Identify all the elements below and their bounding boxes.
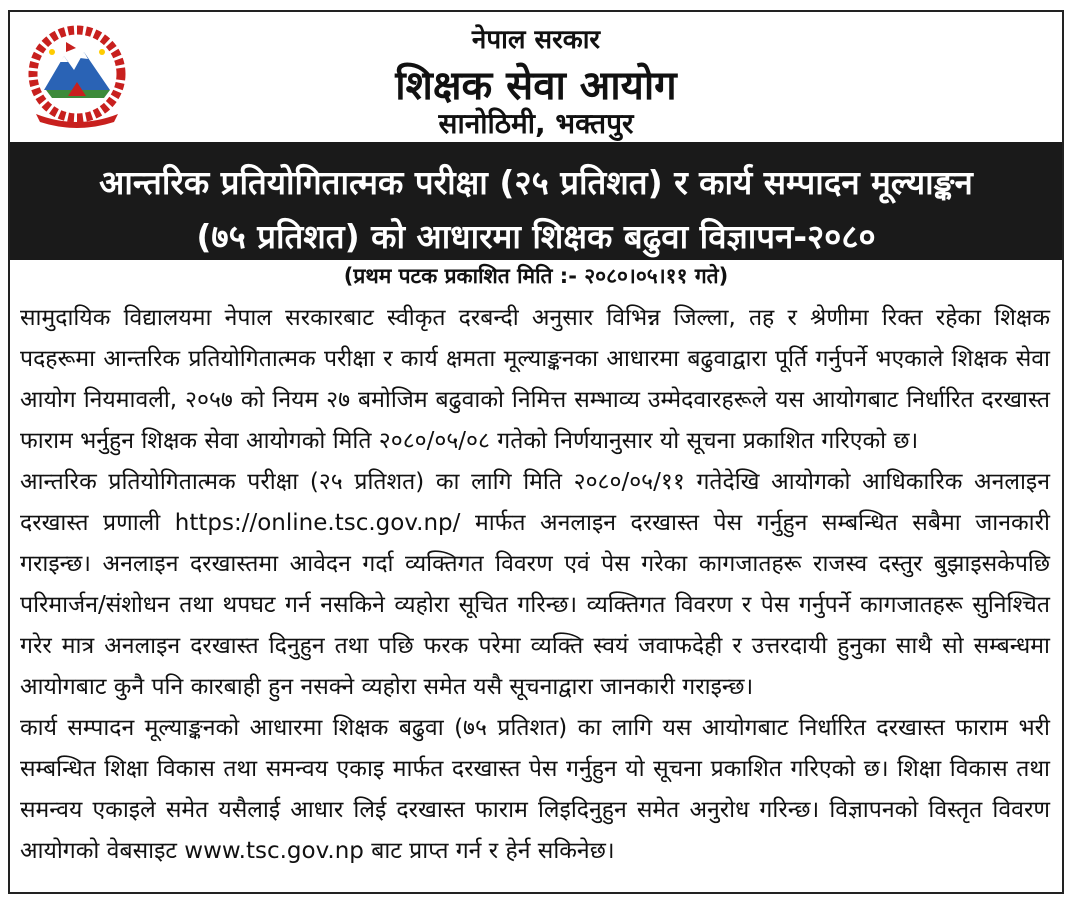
- notice-paragraph: सामुदायिक विद्यालयमा नेपाल सरकारबाट स्वीकृत दरबन्दी अनुसार विभिन्न जिल्ला, तह र श्रेणीमा रिक्त रहेका शिक्षक पदहरूमा आन्तरिक प्रतियोगितात्मक परीक्षा र कार्य क्षमता मूल्याङ्कनका आधारमा बढुवाद्वारा पूर्ति गर्नुपर्ने भएकाले शिक्षक सेवा आयोग नियमावली, २०५७ को नियम २७ बमोजिम बढुवाको निमित्त सम्भाव्य उम्मेदवारहरूले यस आयोगबाट निर्धारित दरखास्त फाराम भर्नुहुन शिक्षक सेवा आयोगको मिति २०८०/०५/०८ गतेको निर्णयानुसार यो सूचना प्रकाशित गरिएको छ।: [20, 305, 1050, 454]
- notice-body: [20, 298, 1050, 872]
- government-name: नेपाल सरकार: [471, 25, 601, 55]
- notice-frame: [8, 10, 1064, 894]
- notice-title-line-2: (७५ प्रतिशत) को आधारमा शिक्षक बढुवा विज्ञापन-२०८०: [196, 217, 876, 256]
- published-date: (प्रथम पटक प्रकाशित मिति :- २०८०।०५।११ गते): [343, 264, 729, 288]
- notice-paragraph: आन्तरिक प्रतियोगितात्मक परीक्षा (२५ प्रतिशत) का लागि मिति २०८०/०५/११ गतेदेखि आयोगको आधिकारिक अनलाइन दरखास्त प्रणाली https://online.tsc.gov.np/ मार्फत अनलाइन दरखास्त पेस गर्नुहुन सम्बन्धित सबैमा जानकारी गराइन्छ। अनलाइन दरखास्तमा आवेदन गर्दा व्यक्तिगत विवरण एवं पेस गरेका कागजातहरू राजस्व दस्तुर बुझाइसकेपछि परिमार्जन/संशोधन तथा थपघट गर्न नसकिने व्यहोरा सूचित गरिन्छ। व्यक्तिगत विवरण र पेस गर्नुपर्ने कागजातहरू सुनिश्चित गरेर मात्र अनलाइन दरखास्त दिनुहुन तथा पछि फरक परेमा व्यक्ति स्वयं जवाफदेही र उत्तरदायी हुनुका साथै सो सम्बन्धमा आयोगबाट कुनै पनि कारबाही हुन नसक्ने व्यहोरा समेत यसै सूचनाद्वारा जानकारी गराइन्छ।: [20, 469, 1050, 700]
- organization-name: शिक्षक सेवा आयोग: [395, 63, 677, 109]
- notice-title-band: [10, 142, 1062, 260]
- notice-title-line-1: आन्तरिक प्रतियोगितात्मक परीक्षा (२५ प्रतिशत) र कार्य सम्पादन मूल्याङ्कन: [99, 163, 973, 202]
- notice-header: [10, 12, 1062, 142]
- notice-paragraph: कार्य सम्पादन मूल्याङ्कनको आधारमा शिक्षक बढुवा (७५ प्रतिशत) का लागि यस आयोगबाट निर्धारित दरखास्त फाराम भरी सम्बन्धित शिक्षा विकास तथा समन्वय एकाइ मार्फत दरखास्त पेस गर्नुहुन यो सूचना प्रकाशित गरिएको छ। शिक्षा विकास तथा समन्वय एकाइले समेत यसैलाई आधार लिई दरखास्त फाराम लिइदिनुहुन समेत अनुरोध गरिन्छ। विज्ञापनको विस्तृत विवरण आयोगको वेबसाइट www.tsc.gov.np बाट प्राप्त गर्न र हेर्न सकिनेछ।: [20, 715, 1050, 864]
- organization-location: सानोठिमी, भक्तपुर: [438, 107, 634, 140]
